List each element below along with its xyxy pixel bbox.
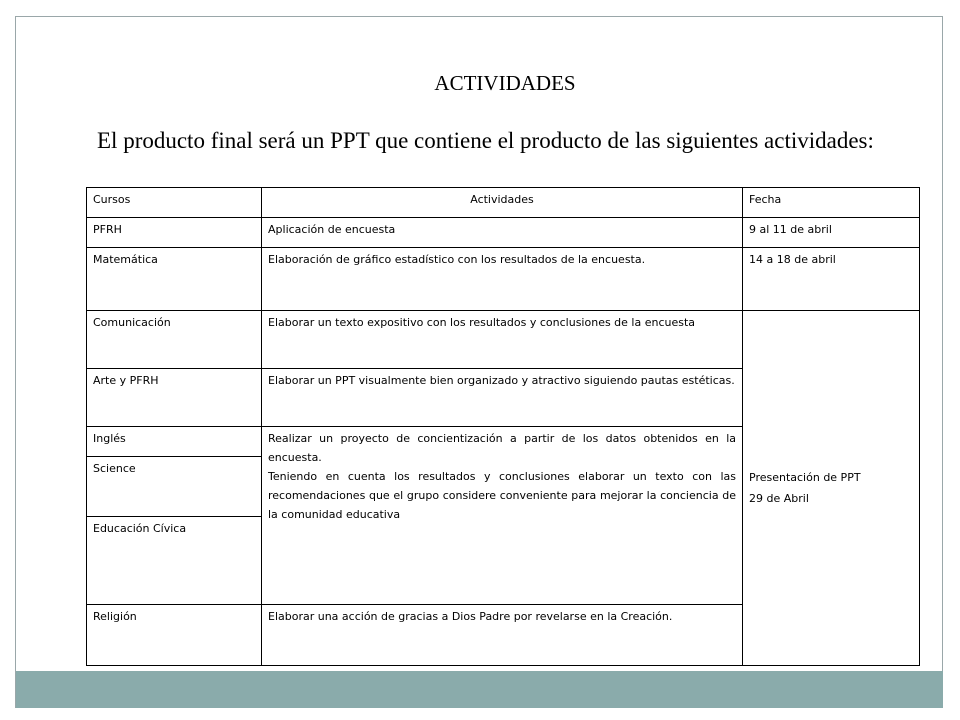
fecha-merged-line2: 29 de Abril [749, 492, 809, 505]
curso-cell: Matemática [87, 248, 262, 311]
actividad-cell: Aplicación de encuesta [262, 218, 743, 248]
curso-cell: PFRH [87, 218, 262, 248]
table-row [87, 311, 920, 369]
header-fecha: Fecha [743, 188, 920, 218]
actividad-cell: Elaborar un PPT visualmente bien organizado y atractivo siguiendo pautas estéticas. [262, 369, 743, 427]
curso-cell: Arte y PFRH [87, 369, 262, 427]
table-row [87, 218, 920, 248]
fecha-cell: 14 a 18 de abril [743, 248, 920, 311]
fecha-cell: 9 al 11 de abril [743, 218, 920, 248]
header-actividades: Actividades [262, 188, 743, 218]
actividad-merged-line2: Teniendo en cuenta los resultados y conclusiones elaborar un texto con las recomendaciones que el grupo considere conveniente para mejorar la conciencia de la comunidad educativa [268, 470, 736, 521]
table-row [87, 248, 920, 311]
footer-bar [16, 671, 943, 708]
actividad-merged-line1: Realizar un proyecto de concientización a partir de los datos obtenidos en la encuesta. [268, 432, 736, 464]
curso-cell: Inglés [87, 427, 262, 457]
slide-title: ACTIVIDADES [434, 71, 576, 95]
actividad-merged-cell [262, 427, 743, 605]
actividad-cell: Elaborar una acción de gracias a Dios Padre por revelarse en la Creación. [262, 605, 743, 666]
curso-cell: Educación Cívica [87, 517, 262, 605]
activities-table [86, 187, 920, 666]
actividad-cell: Elaborar un texto expositivo con los resultados y conclusiones de la encuesta [262, 311, 743, 369]
intro-text: El producto final será un PPT que contiene el producto de las siguientes actividades: [97, 128, 874, 153]
fecha-merged-cell [743, 311, 920, 666]
header-cursos: Cursos [87, 188, 262, 218]
curso-cell: Science [87, 457, 262, 517]
fecha-merged-line1: Presentación de PPT [749, 471, 861, 484]
curso-cell: Religión [87, 605, 262, 666]
actividad-cell: Elaboración de gráfico estadístico con los resultados de la encuesta. [262, 248, 743, 311]
curso-cell: Comunicación [87, 311, 262, 369]
table-header-row [87, 188, 920, 218]
